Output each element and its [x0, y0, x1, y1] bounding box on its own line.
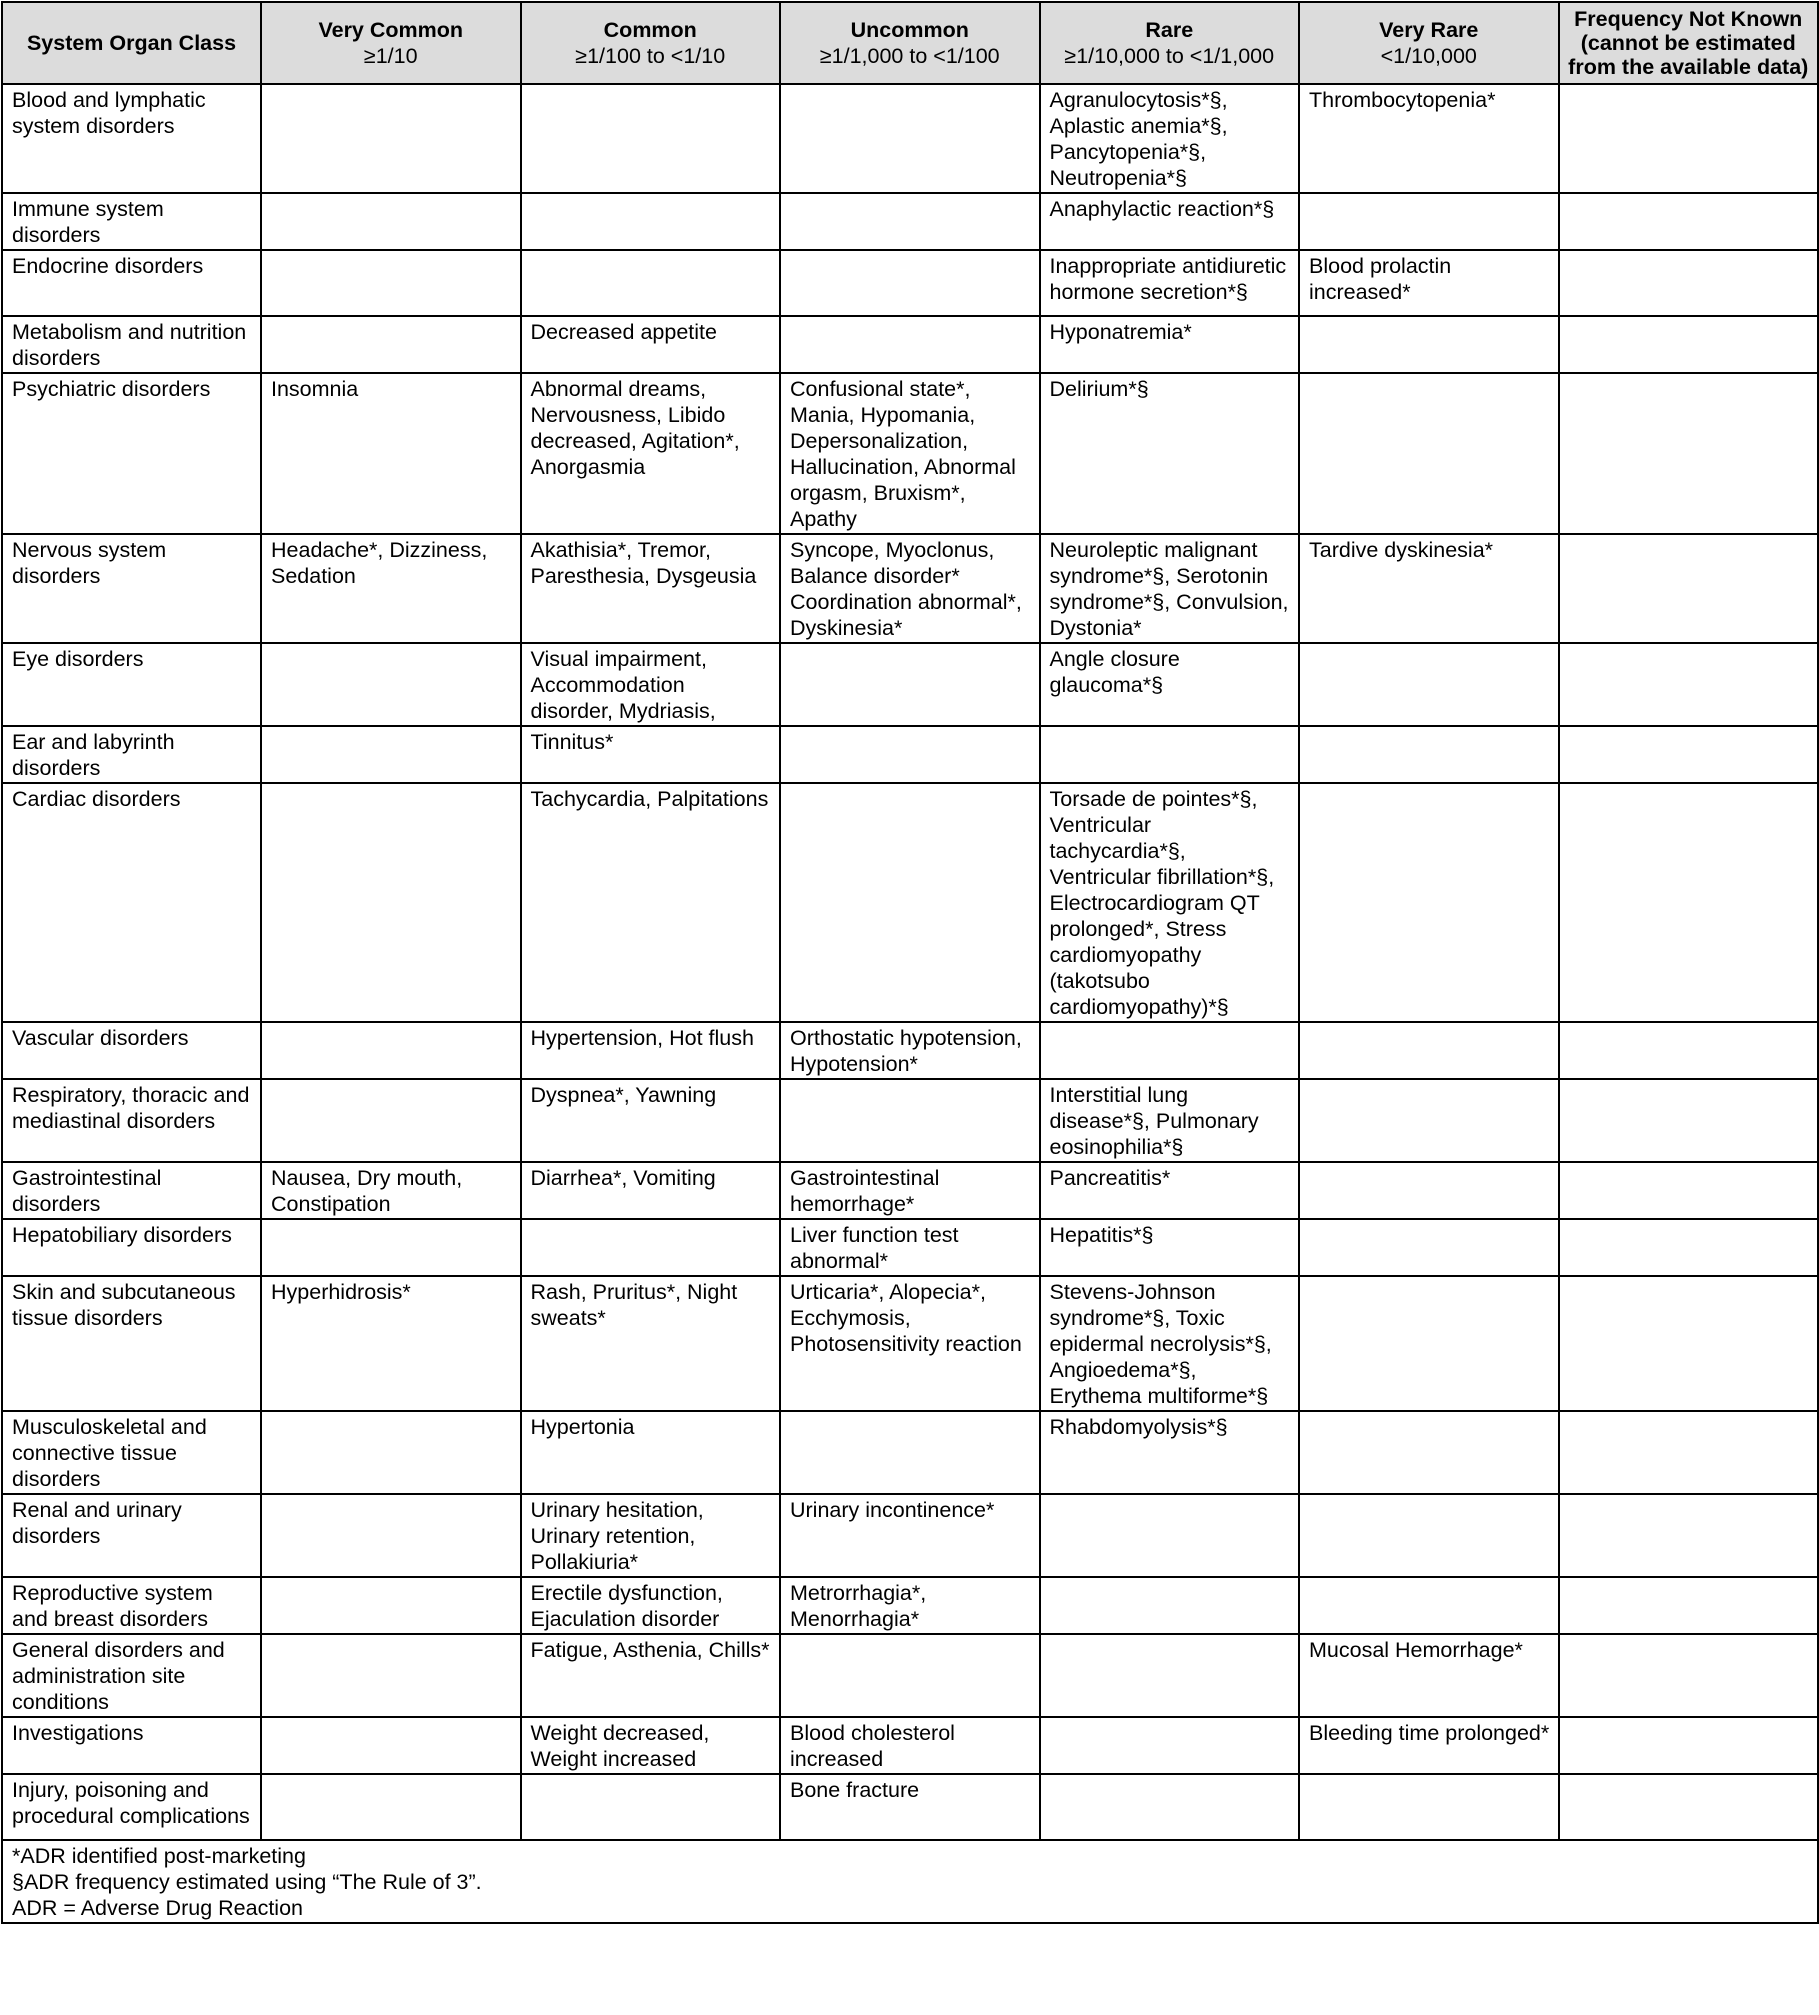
cell-common: Hypertension, Hot flush [521, 1022, 781, 1079]
cell-common: Erectile dysfunction, Ejaculation disorder [521, 1577, 781, 1634]
cell-very-rare: Mucosal Hemorrhage* [1299, 1634, 1559, 1717]
cell-very-rare [1299, 316, 1559, 373]
cell-very-common [261, 1717, 521, 1774]
cell-system-organ-class: Respiratory, thoracic and mediastinal disorders [2, 1079, 261, 1162]
cell-very-common [261, 1411, 521, 1494]
cell-not-known [1559, 1717, 1819, 1774]
cell-system-organ-class: Gastrointestinal disorders [2, 1162, 261, 1219]
cell-uncommon [780, 250, 1040, 316]
cell-system-organ-class: Ear and labyrinth disorders [2, 726, 261, 783]
header-uncommon: Uncommon ≥1/1,000 to <1/100 [780, 2, 1040, 84]
cell-common: Hypertonia [521, 1411, 781, 1494]
cell-not-known [1559, 643, 1819, 726]
cell-rare: Pancreatitis* [1040, 1162, 1300, 1219]
cell-rare [1040, 1774, 1300, 1840]
cell-very-common [261, 1494, 521, 1577]
cell-very-common: Hyperhidrosis* [261, 1276, 521, 1411]
cell-uncommon [780, 783, 1040, 1022]
cell-uncommon: Bone fracture [780, 1774, 1040, 1840]
cell-not-known [1559, 1774, 1819, 1840]
cell-very-rare: Bleeding time prolonged* [1299, 1717, 1559, 1774]
cell-not-known [1559, 1494, 1819, 1577]
cell-very-common [261, 643, 521, 726]
cell-rare: Delirium*§ [1040, 373, 1300, 534]
cell-rare [1040, 1577, 1300, 1634]
cell-very-rare [1299, 1494, 1559, 1577]
cell-system-organ-class: Reproductive system and breast disorders [2, 1577, 261, 1634]
table-row [2, 316, 1818, 373]
cell-very-rare [1299, 1079, 1559, 1162]
footnotes [2, 1840, 1818, 1923]
cell-rare: Angle closure glaucoma*§ [1040, 643, 1300, 726]
cell-system-organ-class: Renal and urinary disorders [2, 1494, 261, 1577]
cell-system-organ-class: Vascular disorders [2, 1022, 261, 1079]
cell-uncommon: Urticaria*, Alopecia*, Ecchymosis, Photosensitivity reaction [780, 1276, 1040, 1411]
footnote-rule-of-3: §ADR frequency estimated using “The Rule of 3”. [12, 1870, 482, 1894]
cell-very-rare: Blood prolactin increased* [1299, 250, 1559, 316]
cell-not-known [1559, 84, 1819, 193]
cell-very-rare [1299, 373, 1559, 534]
table-row [2, 643, 1818, 726]
cell-very-common [261, 726, 521, 783]
table-row [2, 373, 1818, 534]
table-row [2, 1162, 1818, 1219]
cell-not-known [1559, 250, 1819, 316]
cell-uncommon: Liver function test abnormal* [780, 1219, 1040, 1276]
table-row [2, 534, 1818, 643]
table-row [2, 1219, 1818, 1276]
cell-very-rare: Tardive dyskinesia* [1299, 534, 1559, 643]
adverse-reactions-table [1, 1, 1819, 1924]
cell-very-rare [1299, 1219, 1559, 1276]
cell-system-organ-class: Psychiatric disorders [2, 373, 261, 534]
cell-not-known [1559, 316, 1819, 373]
cell-common: Tachycardia, Palpitations [521, 783, 781, 1022]
cell-common: Tinnitus* [521, 726, 781, 783]
cell-rare [1040, 726, 1300, 783]
cell-rare [1040, 1634, 1300, 1717]
cell-not-known [1559, 1162, 1819, 1219]
cell-very-common: Insomnia [261, 373, 521, 534]
cell-very-rare [1299, 1577, 1559, 1634]
table-row [2, 1774, 1818, 1840]
cell-very-common [261, 1022, 521, 1079]
cell-common: Akathisia*, Tremor, Paresthesia, Dysgeusia [521, 534, 781, 643]
cell-uncommon [780, 1079, 1040, 1162]
cell-common: Rash, Pruritus*, Night sweats* [521, 1276, 781, 1411]
cell-not-known [1559, 726, 1819, 783]
cell-uncommon: Gastrointestinal hemorrhage* [780, 1162, 1040, 1219]
cell-very-common [261, 1634, 521, 1717]
table-row [2, 193, 1818, 250]
cell-not-known [1559, 1079, 1819, 1162]
cell-very-common [261, 1577, 521, 1634]
cell-rare: Torsade de pointes*§, Ventricular tachycardia*§, Ventricular fibrillation*§, Electrocardiogram QT prolonged*, Stress cardiomyopathy (takotsubo cardiomyopathy)*§ [1040, 783, 1300, 1022]
table-row [2, 1634, 1818, 1717]
cell-uncommon [780, 643, 1040, 726]
header-rare-range: ≥1/10,000 to <1/1,000 [1064, 44, 1275, 68]
cell-system-organ-class: Immune system disorders [2, 193, 261, 250]
cell-not-known [1559, 1634, 1819, 1717]
cell-uncommon: Confusional state*, Mania, Hypomania, Depersonalization, Hallucination, Abnormal orgasm, Bruxism*, Apathy [780, 373, 1040, 534]
cell-very-rare [1299, 1022, 1559, 1079]
cell-common [521, 1774, 781, 1840]
cell-very-rare [1299, 193, 1559, 250]
header-very-common: Very Common ≥1/10 [261, 2, 521, 84]
table-row [2, 726, 1818, 783]
cell-system-organ-class: Injury, poisoning and procedural complications [2, 1774, 261, 1840]
cell-system-organ-class: Metabolism and nutrition disorders [2, 316, 261, 373]
cell-system-organ-class: Hepatobiliary disorders [2, 1219, 261, 1276]
cell-rare: Neuroleptic malignant syndrome*§, Serotonin syndrome*§, Convulsion, Dystonia* [1040, 534, 1300, 643]
cell-very-rare [1299, 1162, 1559, 1219]
table-row [2, 1577, 1818, 1634]
table-row [2, 1411, 1818, 1494]
cell-common: Dyspnea*, Yawning [521, 1079, 781, 1162]
cell-system-organ-class: Eye disorders [2, 643, 261, 726]
cell-common: Abnormal dreams, Nervousness, Libido decreased, Agitation*, Anorgasmia [521, 373, 781, 534]
cell-not-known [1559, 1577, 1819, 1634]
table-body [2, 84, 1818, 1840]
cell-very-rare [1299, 1411, 1559, 1494]
cell-common: Diarrhea*, Vomiting [521, 1162, 781, 1219]
cell-common [521, 84, 781, 193]
header-common-range: ≥1/100 to <1/10 [575, 44, 726, 68]
cell-very-rare [1299, 1276, 1559, 1411]
cell-very-rare [1299, 1774, 1559, 1840]
cell-uncommon: Orthostatic hypotension, Hypotension* [780, 1022, 1040, 1079]
cell-not-known [1559, 193, 1819, 250]
cell-rare [1040, 1717, 1300, 1774]
table-row [2, 783, 1818, 1022]
cell-common: Fatigue, Asthenia, Chills* [521, 1634, 781, 1717]
cell-very-rare: Thrombocytopenia* [1299, 84, 1559, 193]
header-frequency-not-known: Frequency Not Known (cannot be estimated from the available data) [1559, 2, 1819, 84]
cell-system-organ-class: Cardiac disorders [2, 783, 261, 1022]
cell-rare: Hyponatremia* [1040, 316, 1300, 373]
cell-common: Urinary hesitation, Urinary retention, Pollakiuria* [521, 1494, 781, 1577]
cell-very-common [261, 250, 521, 316]
cell-uncommon [780, 316, 1040, 373]
table-row [2, 1022, 1818, 1079]
cell-very-common [261, 316, 521, 373]
cell-very-rare [1299, 726, 1559, 783]
table-row [2, 1079, 1818, 1162]
footnote-post-marketing: *ADR identified post-marketing [12, 1844, 306, 1868]
cell-rare: Inappropriate antidiuretic hormone secretion*§ [1040, 250, 1300, 316]
footnote-adr-definition: ADR = Adverse Drug Reaction [12, 1896, 303, 1920]
cell-system-organ-class: Endocrine disorders [2, 250, 261, 316]
cell-uncommon [780, 1411, 1040, 1494]
cell-uncommon [780, 193, 1040, 250]
cell-not-known [1559, 1219, 1819, 1276]
cell-rare: Rhabdomyolysis*§ [1040, 1411, 1300, 1494]
cell-not-known [1559, 373, 1819, 534]
table-row [2, 1276, 1818, 1411]
header-very-common-range: ≥1/10 [363, 44, 418, 68]
cell-not-known [1559, 1276, 1819, 1411]
cell-rare: Interstitial lung disease*§, Pulmonary eosinophilia*§ [1040, 1079, 1300, 1162]
table-row [2, 84, 1818, 193]
cell-system-organ-class: Nervous system disorders [2, 534, 261, 643]
cell-system-organ-class: Blood and lymphatic system disorders [2, 84, 261, 193]
cell-rare: Stevens-Johnson syndrome*§, Toxic epidermal necrolysis*§, Angioedema*§, Erythema multiforme*§ [1040, 1276, 1300, 1411]
header-very-rare: Very Rare <1/10,000 [1299, 2, 1559, 84]
cell-rare: Hepatitis*§ [1040, 1219, 1300, 1276]
cell-common: Weight decreased, Weight increased [521, 1717, 781, 1774]
cell-common [521, 1219, 781, 1276]
header-rare: Rare ≥1/10,000 to <1/1,000 [1040, 2, 1300, 84]
cell-very-common [261, 1079, 521, 1162]
table-row [2, 1494, 1818, 1577]
footnote-row [2, 1840, 1818, 1923]
cell-uncommon: Urinary incontinence* [780, 1494, 1040, 1577]
cell-very-rare [1299, 783, 1559, 1022]
table-row [2, 250, 1818, 316]
cell-rare: Agranulocytosis*§, Aplastic anemia*§, Pancytopenia*§, Neutropenia*§ [1040, 84, 1300, 193]
cell-uncommon: Blood cholesterol increased [780, 1717, 1040, 1774]
cell-rare [1040, 1494, 1300, 1577]
cell-system-organ-class: Musculoskeletal and connective tissue disorders [2, 1411, 261, 1494]
header-very-rare-range: <1/10,000 [1380, 44, 1477, 68]
cell-very-common: Nausea, Dry mouth, Constipation [261, 1162, 521, 1219]
header-system-organ-class: System Organ Class [2, 2, 261, 84]
cell-not-known [1559, 534, 1819, 643]
cell-common: Visual impairment, Accommodation disorder, Mydriasis, [521, 643, 781, 726]
table-row [2, 1717, 1818, 1774]
cell-system-organ-class: Investigations [2, 1717, 261, 1774]
cell-very-common: Headache*, Dizziness, Sedation [261, 534, 521, 643]
cell-not-known [1559, 783, 1819, 1022]
cell-very-common [261, 783, 521, 1022]
cell-common [521, 193, 781, 250]
cell-very-common [261, 1774, 521, 1840]
header-common: Common ≥1/100 to <1/10 [521, 2, 781, 84]
cell-very-common [261, 1219, 521, 1276]
cell-rare [1040, 1022, 1300, 1079]
cell-uncommon [780, 84, 1040, 193]
table-header-row [2, 2, 1818, 84]
cell-system-organ-class: General disorders and administration site conditions [2, 1634, 261, 1717]
cell-not-known [1559, 1411, 1819, 1494]
cell-uncommon: Syncope, Myoclonus, Balance disorder* Coordination abnormal*, Dyskinesia* [780, 534, 1040, 643]
cell-uncommon: Metrorrhagia*, Menorrhagia* [780, 1577, 1040, 1634]
cell-uncommon [780, 1634, 1040, 1717]
header-uncommon-range: ≥1/1,000 to <1/100 [819, 44, 1000, 68]
cell-rare: Anaphylactic reaction*§ [1040, 193, 1300, 250]
cell-system-organ-class: Skin and subcutaneous tissue disorders [2, 1276, 261, 1411]
cell-uncommon [780, 726, 1040, 783]
cell-common: Decreased appetite [521, 316, 781, 373]
cell-very-common [261, 193, 521, 250]
cell-common [521, 250, 781, 316]
cell-very-common [261, 84, 521, 193]
cell-very-rare [1299, 643, 1559, 726]
cell-not-known [1559, 1022, 1819, 1079]
